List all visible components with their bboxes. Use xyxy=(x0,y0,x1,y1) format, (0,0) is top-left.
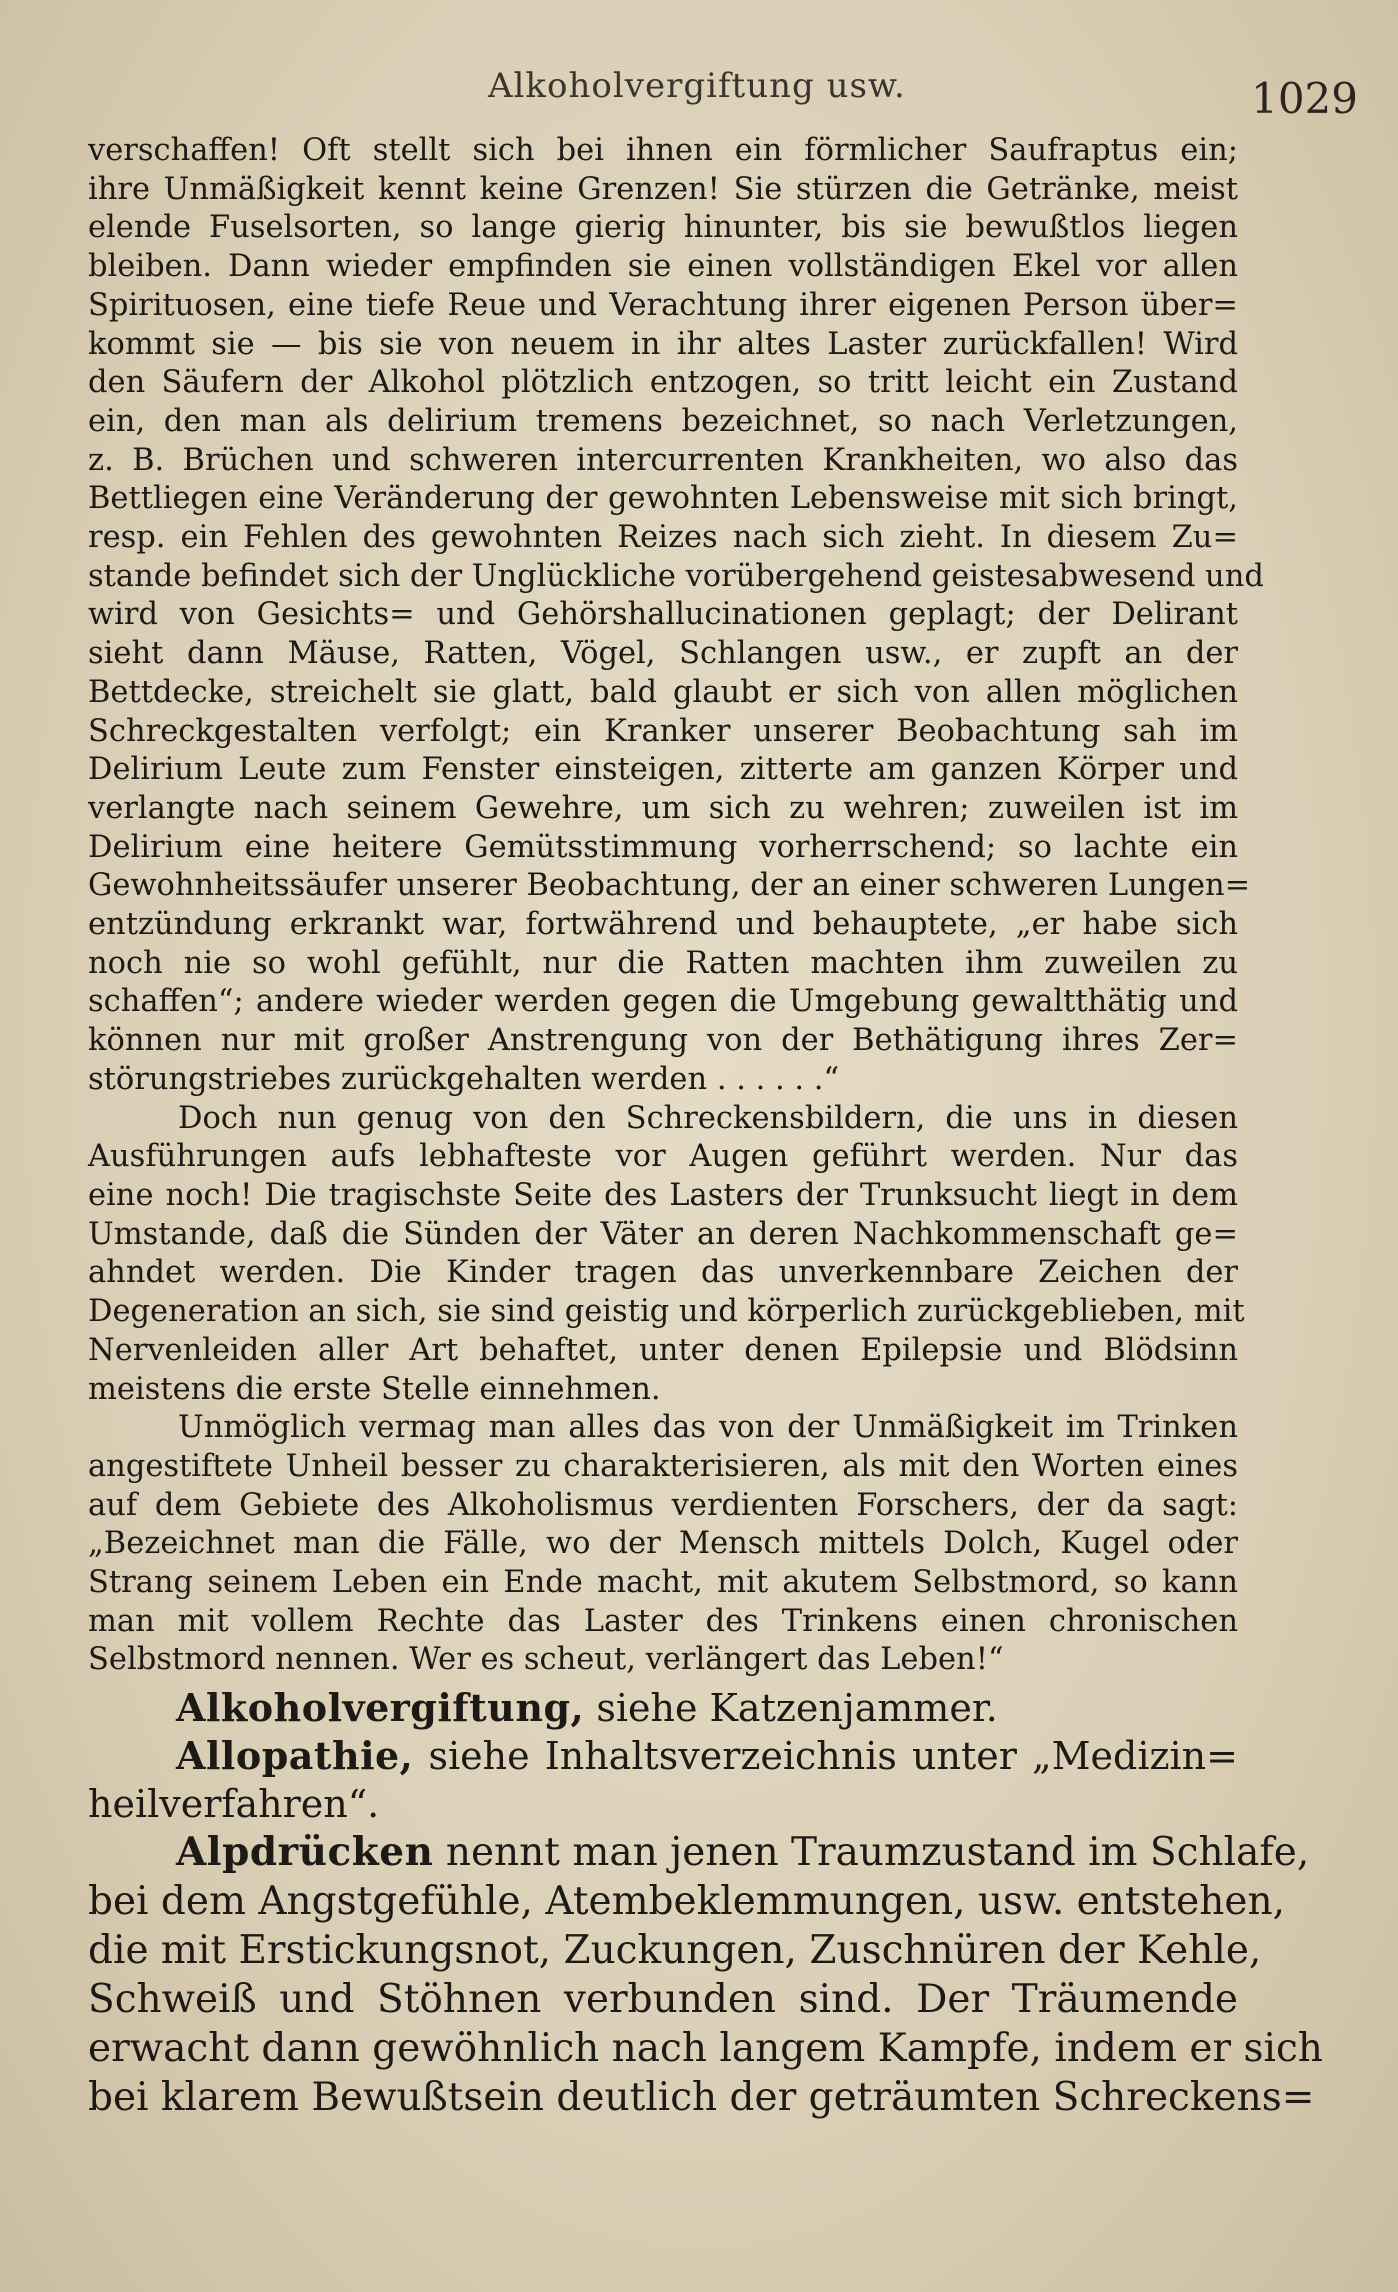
text-line: man mit vollem Rechte das Laster des Trinkens einen chronischen xyxy=(88,1603,1238,1639)
entry-allopathie xyxy=(88,1732,1238,1828)
paragraph-degeneration xyxy=(88,1100,1245,1410)
page-number: 1029 xyxy=(1251,74,1358,123)
text-line: Delirium Leute zum Fenster einsteigen, zitterte am ganzen Körper und xyxy=(88,752,1238,788)
text-line: Ausführungen aufs lebhafteste vor Augen geführt werden. Nur das xyxy=(88,1139,1238,1175)
text-line: kommt sie — bis sie von neuem in ihr altes Laster zurückfallen! Wird xyxy=(88,326,1238,362)
text-line: Degeneration an sich, sie sind geistig und körperlich zurückgeblieben, mit xyxy=(88,1294,1245,1330)
text-line: elende Fuselsorten, so lange gierig hinunter, bis sie bewußtlos liegen xyxy=(88,210,1238,246)
text-line: noch nie so wohl gefühlt, nur die Ratten machten ihm zuweilen zu xyxy=(88,945,1238,981)
text-line: Doch nun genug von den Schreckensbildern, die uns in diesen xyxy=(178,1100,1238,1136)
text-line: wird von Gesichts= und Gehörshallucinationen geplagt; der Delirant xyxy=(88,597,1238,633)
text-line: die mit Erstickungsnot, Zuckungen, Zuschnüren der Kehle, xyxy=(88,1928,1262,1974)
text-line: bei klarem Bewußtsein deutlich der geträumten Schreckens= xyxy=(88,2075,1315,2121)
entry-headword: Alpdrücken xyxy=(176,1829,434,1876)
entry-alpdruecken xyxy=(88,1828,1323,2122)
entry-headword: Alkoholvergiftung, xyxy=(176,1685,585,1731)
text-line: Bettdecke, streichelt sie glatt, bald glaubt er sich von allen möglichen xyxy=(88,674,1238,710)
text-line: „Bezeichnet man die Fälle, wo der Mensch mittels Dolch, Kugel oder xyxy=(88,1526,1238,1562)
text-line: Umstande, daß die Sünden der Väter an deren Nachkommenschaft ge= xyxy=(88,1216,1238,1252)
text-line: ein, den man als delirium tremens bezeichnet, so nach Verletzungen, xyxy=(88,403,1238,439)
entry-headword: Allopathie, xyxy=(176,1733,414,1779)
text-line: Selbstmord nennen. Wer es scheut, verlängert das Leben!“ xyxy=(88,1642,1004,1678)
entry-text: siehe Inhaltsverzeichnis unter „Medizin= xyxy=(428,1734,1238,1779)
text-line: erwacht dann gewöhnlich nach langem Kampfe, indem er sich xyxy=(88,2026,1323,2072)
entry-text-continued: heilverfahren“. xyxy=(88,1782,380,1827)
text-line: den Säufern der Alkohol plötzlich entzogen, so tritt leicht ein Zustand xyxy=(88,365,1238,401)
text-line: schaffen“; andere wieder werden gegen die Umgebung gewaltthätig und xyxy=(88,984,1238,1020)
running-head xyxy=(88,60,1358,132)
text-line: Strang seinem Leben ein Ende macht, mit akutem Selbstmord, so kann xyxy=(88,1565,1238,1601)
text-line: resp. ein Fehlen des gewohnten Reizes nach sich zieht. In diesem Zu= xyxy=(88,520,1238,556)
text-line: Schreckgestalten verfolgt; ein Kranker unserer Beobachtung sah im xyxy=(88,713,1238,749)
text-line: können nur mit großer Anstrengung von der Bethätigung ihres Zer= xyxy=(88,1023,1238,1059)
text-line: Bettliegen eine Veränderung der gewohnten Lebensweise mit sich bringt, xyxy=(88,481,1238,517)
paragraph-delirium xyxy=(88,132,1264,1100)
text-line: verlangte nach seinem Gewehre, um sich zu wehren; zuweilen ist im xyxy=(88,790,1238,826)
text-line: Schweiß und Stöhnen verbunden sind. Der Träumende xyxy=(88,1977,1238,2023)
entry-text: nennt man jenen Traumzustand im Schlafe, xyxy=(445,1830,1310,1876)
text-line: Nervenleiden aller Art behaftet, unter denen Epilepsie und Blödsinn xyxy=(88,1332,1238,1368)
text-line: entzündung erkrankt war, fortwährend und behauptete, „er habe sich xyxy=(88,907,1238,943)
text-line: Delirium eine heitere Gemütsstimmung vorherrschend; so lachte ein xyxy=(88,829,1238,865)
entry-text: siehe Katzenjammer. xyxy=(596,1686,998,1731)
text-line: bei dem Angstgefühle, Atembeklemmungen, usw. entstehen, xyxy=(88,1879,1285,1925)
text-line: bleiben. Dann wieder empfinden sie einen vollständigen Ekel vor allen xyxy=(88,249,1238,285)
running-title: Alkoholvergiftung usw. xyxy=(488,66,906,106)
text-line: störungstriebes zurückgehalten werden . . . . . .“ xyxy=(88,1061,840,1097)
text-line: Gewohnheitssäufer unserer Beobachtung, der an einer schweren Lungen= xyxy=(88,868,1251,904)
text-line: Unmöglich vermag man alles das von der Unmäßigkeit im Trinken xyxy=(178,1410,1238,1446)
text-line: sieht dann Mäuse, Ratten, Vögel, Schlangen usw., er zupft an der xyxy=(88,636,1238,672)
text-line: auf dem Gebiete des Alkoholismus verdienten Forschers, der da sagt: xyxy=(88,1487,1238,1523)
text-line: angestiftete Unheil besser zu charakterisieren, als mit den Worten eines xyxy=(88,1448,1238,1484)
text-line: ahndet werden. Die Kinder tragen das unverkennbare Zeichen der xyxy=(88,1255,1238,1291)
text-line: meistens die erste Stelle einnehmen. xyxy=(88,1371,661,1407)
text-line: Spirituosen, eine tiefe Reue und Verachtung ihrer eigenen Person über= xyxy=(88,287,1238,323)
text-line: stande befindet sich der Unglückliche vorübergehend geistesabwesend und xyxy=(88,558,1264,594)
text-line: z. B. Brüchen und schweren intercurrenten Krankheiten, wo also das xyxy=(88,442,1238,478)
paragraph-quote xyxy=(88,1409,1238,1680)
text-line: verschaffen! Oft stellt sich bei ihnen ein förmlicher Saufraptus ein; xyxy=(88,133,1238,168)
text-line: eine noch! Die tragischste Seite des Lasters der Trunksucht liegt in dem xyxy=(88,1177,1238,1213)
text-line: ihre Unmäßigkeit kennt keine Grenzen! Sie stürzen die Getränke, meist xyxy=(88,171,1238,207)
entry-alkoholvergiftung xyxy=(88,1684,1238,1732)
